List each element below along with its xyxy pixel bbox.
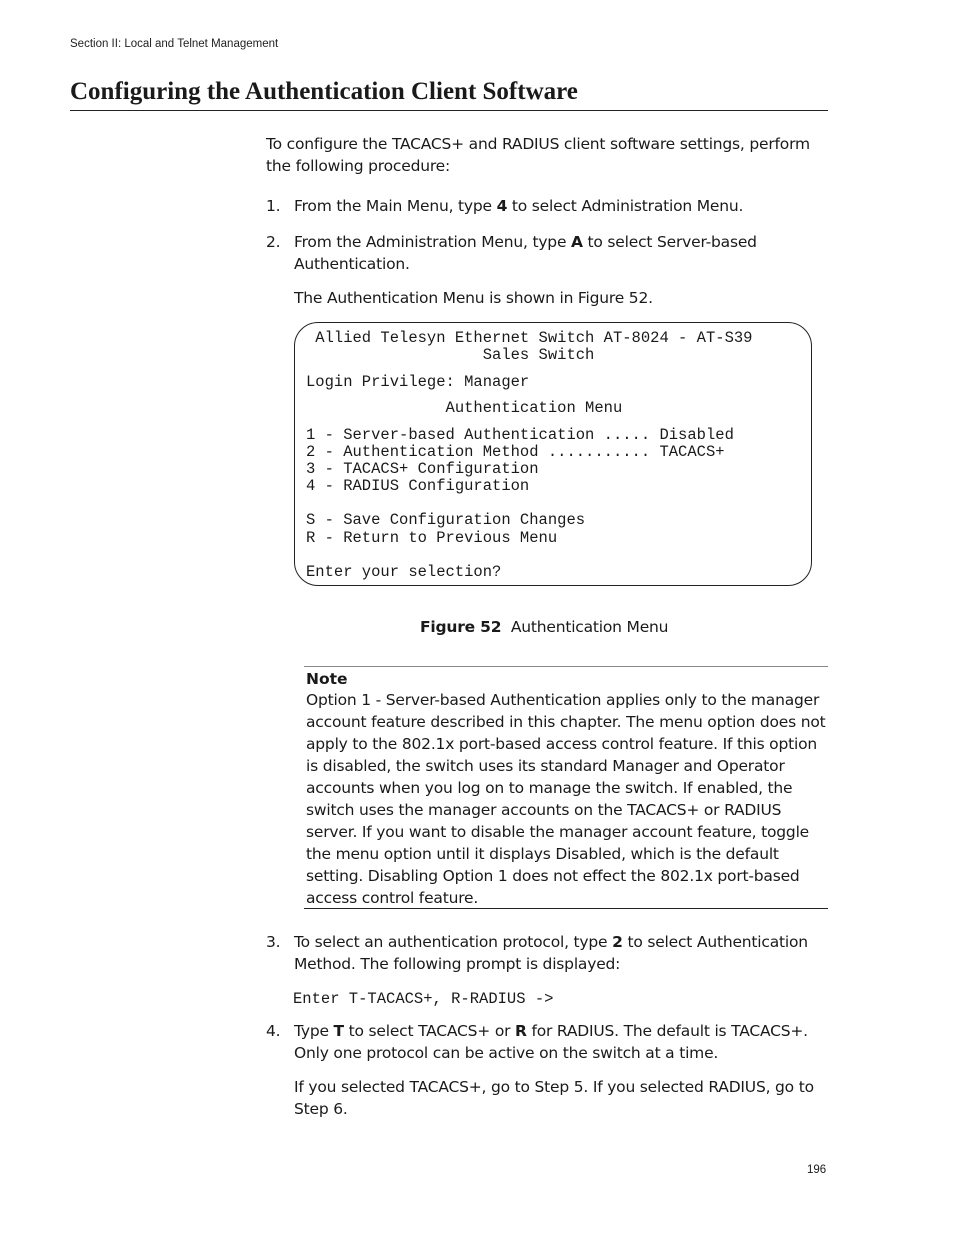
step-text-pre: From the Main Menu, type	[294, 197, 497, 215]
step-4	[266, 1020, 836, 1064]
step-number: 1.	[266, 197, 281, 215]
step-text	[294, 1020, 836, 1064]
terminal-line: Sales Switch	[306, 346, 595, 364]
step-text	[294, 931, 836, 975]
step-key: 4	[496, 197, 508, 215]
section-title: Configuring the Authentication Client Software	[70, 76, 828, 111]
step-text-post: to select Server-based Authentication.	[294, 233, 757, 273]
terminal-line: S - Save Configuration Changes	[306, 511, 586, 529]
step-text-pre: From the Administration Menu, type	[294, 233, 572, 251]
terminal-line: 4 - RADIUS Configuration	[306, 477, 530, 495]
step-key: R	[515, 1022, 527, 1040]
step-key: T	[333, 1022, 344, 1040]
step-number: 4.	[266, 1022, 281, 1040]
figure-caption	[420, 618, 668, 636]
step-4-followup: If you selected TACACS+, go to Step 5. If you selected RADIUS, go to Step 6.	[294, 1078, 814, 1118]
terminal-line: Enter your selection?	[306, 563, 502, 581]
step-number: 3.	[266, 933, 281, 951]
step-text-part: Type	[294, 1022, 334, 1040]
step-text	[294, 231, 836, 275]
note-body: Option 1 - Server-based Authentication applies only to the manager account feature described in this chapter. The menu option does not apply to the 802.1x port-based access control feature. If this option is disabled, the switch uses its standard Manager and Operator accounts when you log on to manage the switch. If enabled, the switch uses the manager accounts on the TACACS+ or RADIUS server. If you want to disable the manager account feature, toggle the menu option until it displays Disabled, which is the default setting. Disabling Option 1 does not effect the 802.1x port-based access control feature.	[306, 691, 826, 907]
figure-caption-text: Authentication Menu	[510, 618, 669, 636]
step-key: 2	[612, 933, 623, 951]
terminal-line: 2 - Authentication Method ........... TACACS+	[306, 443, 725, 461]
step-text	[294, 195, 836, 217]
terminal-line: R - Return to Previous Menu	[306, 529, 558, 547]
figure-label: Figure 52	[420, 618, 502, 636]
step-number: 2.	[266, 233, 281, 251]
page-number: 196	[807, 1164, 827, 1176]
terminal-line: 3 - TACACS+ Configuration	[306, 460, 539, 478]
step-text-post: to select Authentication Method. The following prompt is displayed:	[294, 933, 808, 973]
step-text-post: to select Administration Menu.	[507, 197, 744, 215]
figure-reference: The Authentication Menu is shown in Figure 52.	[294, 289, 653, 307]
terminal-line: 1 - Server-based Authentication ..... Disabled	[306, 426, 734, 444]
running-head: Section II: Local and Telnet Management	[70, 38, 279, 50]
note-title: Note	[306, 670, 348, 688]
terminal-line: Authentication Menu	[306, 399, 623, 417]
step-3	[266, 931, 836, 975]
step-key: A	[571, 233, 583, 251]
note-box	[304, 666, 828, 909]
intro-paragraph: To configure the TACACS+ and RADIUS client software settings, perform the following procedure:	[266, 135, 810, 175]
step-1	[266, 195, 836, 217]
step-text-part: for RADIUS. The default is TACACS+. Only one protocol can be active on the switch at a time.	[294, 1022, 808, 1062]
terminal-screen	[294, 322, 812, 586]
step-text-pre: To select an authentication protocol, type	[294, 933, 613, 951]
step-text-part: to select TACACS+ or	[343, 1022, 516, 1040]
terminal-line: Allied Telesyn Ethernet Switch AT-8024 - AT-S39	[306, 329, 753, 347]
step-2	[266, 231, 836, 275]
terminal-line: Login Privilege: Manager	[306, 373, 530, 391]
console-prompt: Enter T-TACACS+, R-RADIUS ->	[293, 990, 554, 1008]
